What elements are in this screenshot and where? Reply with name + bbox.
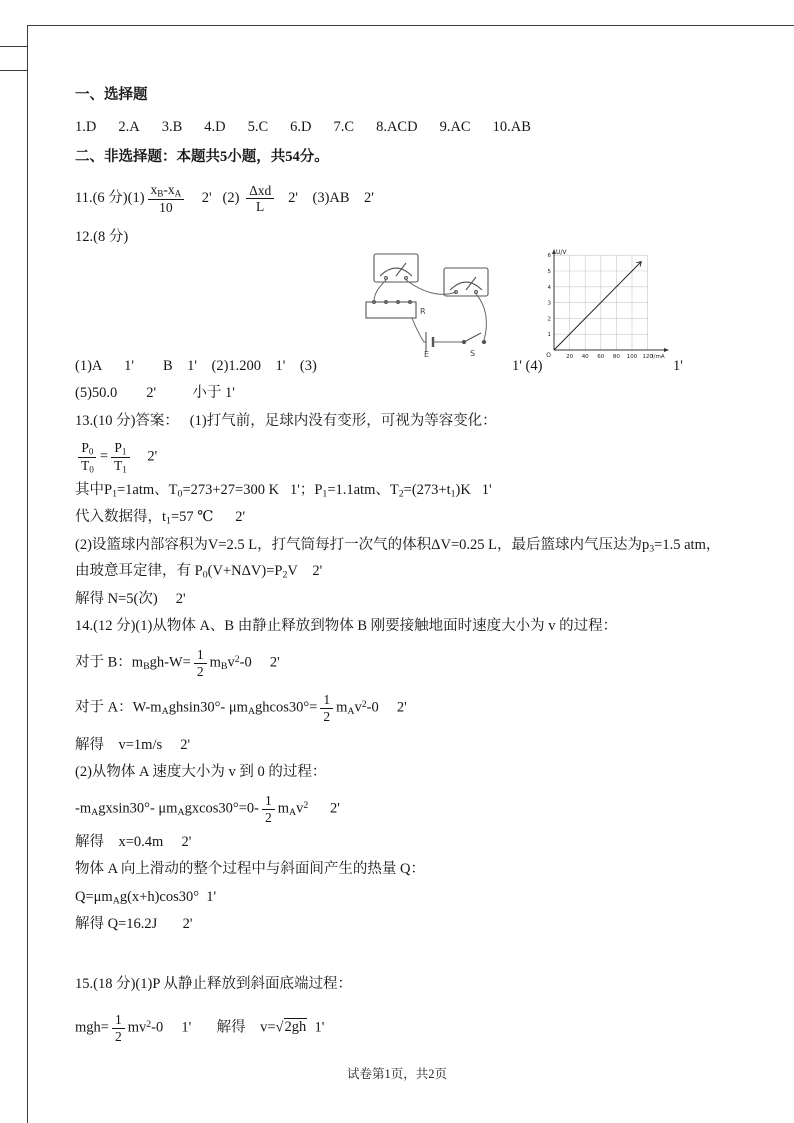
choice-answer-4: 4.D [204,119,226,135]
q13-line-3: 其中$P_1=1atm$、$T_0=273+27=300$ K 1'；$P_1=1.1atm$、$T_2=(273+t_1)K$ 1' [75,482,492,500]
resistor-box-icon [366,301,416,318]
q13-line-7: 解得 N=5(次) 2' [75,591,186,607]
q12-answers-row1-right: 1' [673,358,683,374]
voltmeter-icon [374,254,418,282]
section-1-title: 一、选择题 [75,87,148,103]
page-footer: 试卷第1页，共2页 [346,1067,447,1081]
choice-answer-8: 8.ACD [376,119,418,135]
choice-answer-10: 10.AB [492,119,531,135]
q14-line-8: 物体 A 向上滑动的整个过程中与斜面间产生的热量 Q： [75,861,426,877]
q14-line-6: $-m_Agxsin30^\circ-$ $\mu m_Agxcos30^\circ=0-$ $\frac{1}{2}$ $m_Av^2$ 2' [75,793,340,825]
choice-answer-2: 2.A [118,119,140,135]
svg-text:120: 120 [642,354,653,360]
q15-line-2: mgh= $\frac{1}{2}$ $mv^2-0$ 1' 解得 v=√2gh 1' [75,1012,325,1044]
svg-text:60: 60 [597,354,605,360]
page-frame-top [28,25,794,26]
q14-line-9: $Q=\mu m_Ag(x+h)\cos 30^\circ$ 1' [75,889,217,907]
q13-line-5: (2)设篮球内部容积为V=2.5 L，打气筒每打一次气的体积ΔV=0.25 L，最后篮球内气压达为$p_3=1.5$ atm， [75,537,721,555]
choice-answer-9: 9.AC [439,119,471,135]
choice-answer-6: 6.D [290,119,312,135]
choice-answers-row [75,118,531,137]
q13-line-1: 13.(10 分)答案： (1)打气前，足球内没有变形，可视为等容变化： [75,413,497,429]
circuit-wires [374,280,486,342]
circuit-diagram [360,246,518,358]
svg-text:2: 2 [547,316,551,323]
q15-line-1: 15.(18 分)(1)P 从静止释放到斜面底端过程： [75,976,352,992]
q13-line-6: 由玻意耳定律，有 $P_0(V+N\Delta V)=P_2V$ 2' [75,563,323,581]
q12-answers-row1-left: (1)A 1' B 1' (2)1.200 1' (3) [75,358,317,374]
switch-label: S [470,349,476,358]
svg-text:3: 3 [547,300,551,307]
page-frame-tick-1 [0,46,27,47]
q12-answers-row1-mid: 1' (4) [512,358,543,374]
q14-line-2: 对于 B：$m_Bgh-W=$ $\frac{1}{2}$ $m_Bv^2-0$ 2' [75,647,280,679]
svg-text:I/mA: I/mA [652,354,665,360]
svg-text:100: 100 [626,354,638,360]
svg-text:U/V: U/V [556,249,567,256]
svg-text:6: 6 [547,253,551,260]
svg-text:4: 4 [547,284,551,291]
q14-line-7: 解得 x=0.4m 2' [75,834,192,850]
battery-icon [426,332,433,352]
svg-text:5: 5 [547,269,551,275]
svg-text:O: O [546,352,551,359]
choice-answer-3: 3.B [161,119,183,135]
q11-answer-line: 11.(6 分)(1) $\frac{x_B-x_A}{10}$ 2' (2) $\frac{\text{Δxd}}{L}$ 2' (3)AB 2' [75,182,374,215]
q13-line-equation: $\frac{P_0}{T_0}$ = $\frac{P_1}{T_1}$ 2' [75,440,157,475]
resistor-label: R [420,307,426,316]
q14-line-10: 解得 Q=16.2J 2' [75,916,193,932]
choice-answer-1: 1.D [75,119,97,135]
q12-header: 12.(8 分) [75,229,129,245]
page-frame-left [27,25,28,1123]
ammeter-icon [444,268,488,296]
q14-line-4: 解得 v=1m/s 2' [75,737,191,753]
page-frame-tick-2 [0,70,27,71]
section-2-title: 二、非选择题：本题共5小题，共54分。 [75,149,329,165]
switch-icon [462,333,485,344]
choice-answer-7: 7.C [333,119,355,135]
svg-text:40: 40 [581,354,589,360]
q14-line-5: (2)从物体 A 速度大小为 v 到 0 的过程： [75,764,327,780]
q13-line-4: 代入数据得，$t_1=57$ ℃ 2' [75,509,246,527]
q14-line-1: 14.(12 分)(1)从物体 A、B 由静止释放到物体 B 刚要接触地面时速度大小为 v 的过程： [75,618,618,634]
battery-label: E [424,350,430,358]
q14-line-3: 对于 A：$W-m_Aghsin30^\circ-$ $\mu m_Aghcos30^\circ=$ $\frac{1}{2}$ $m_Av^2-0$ 2' [75,692,407,724]
svg-text:20: 20 [566,354,574,360]
ui-graph [538,246,673,368]
q12-answers-row2: (5)50.0 2' 小于 1' [75,385,235,401]
svg-text:80: 80 [612,354,620,360]
svg-text:1: 1 [547,332,551,339]
choice-answer-5: 5.C [247,119,269,135]
